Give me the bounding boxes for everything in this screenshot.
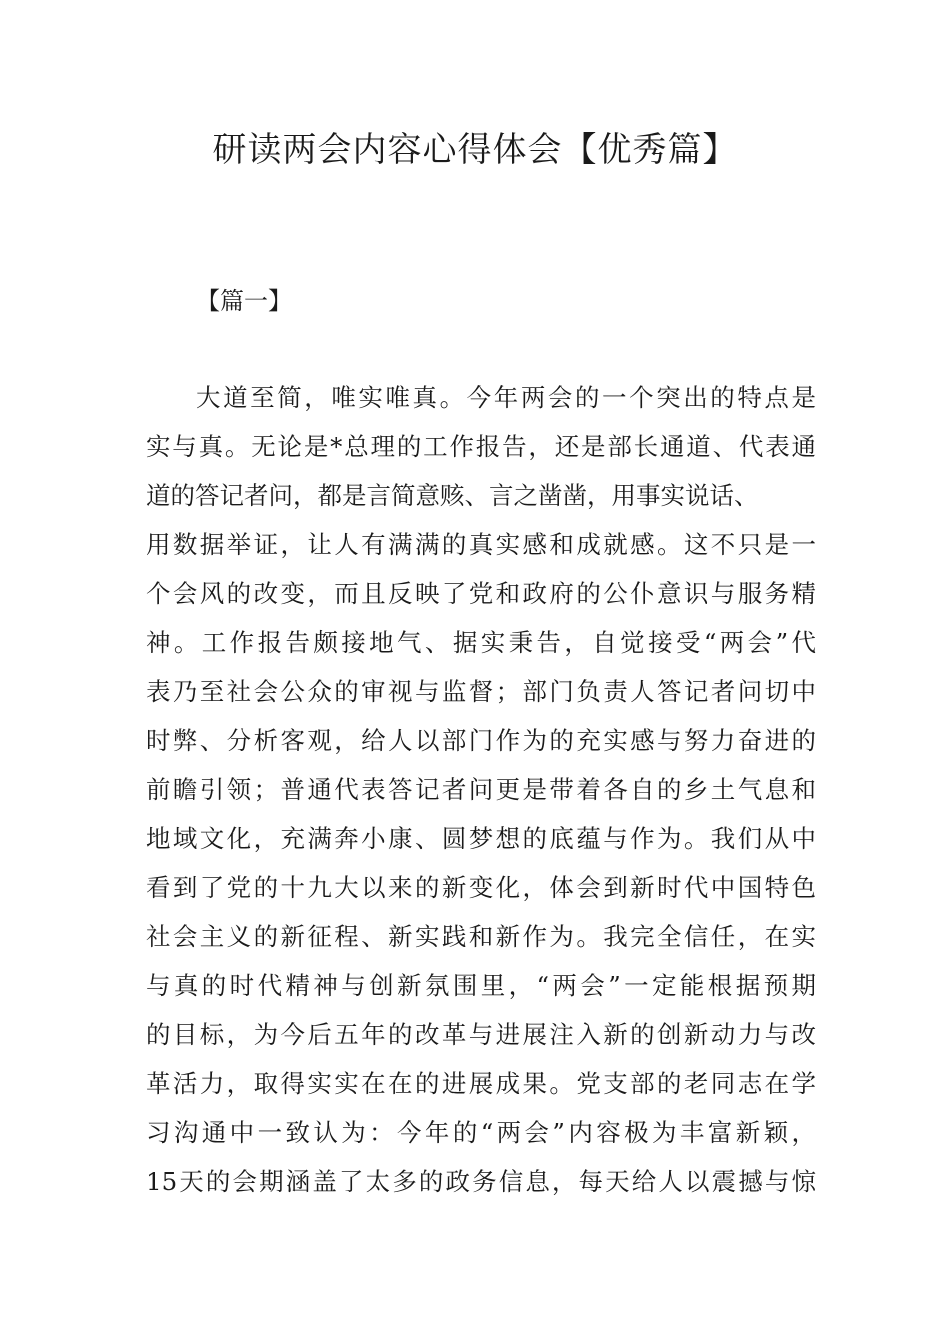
body-line: 革活力，取得实实在在的进展成果。党支部的老同志在学	[146, 1069, 816, 1098]
section-label: 【篇一】	[196, 287, 292, 315]
body-line: 15天的会期涵盖了太多的政务信息，每天给人以震撼与惊	[146, 1167, 816, 1196]
body-line: 大道至简，唯实唯真。今年两会的一个突出的特点是	[196, 383, 816, 412]
body-line: 道的答记者问，都是言简意赅、言之凿凿，用事实说话、	[146, 481, 759, 510]
body-line: 前瞻引领；普通代表答记者问更是带着各自的乡土气息和	[146, 775, 816, 804]
body-line: 时弊、分析客观，给人以部门作为的充实感与努力奋进的	[146, 726, 816, 755]
body-line: 用数据举证，让人有满满的真实感和成就感。这不只是一	[146, 530, 816, 559]
body-line: 表乃至社会公众的审视与监督；部门负责人答记者问切中	[146, 677, 816, 706]
body-paragraph	[146, 378, 816, 1211]
body-line: 习沟通中一致认为：今年的“两会”内容极为丰富新颖，	[146, 1118, 816, 1147]
body-line: 看到了党的十九大以来的新变化，体会到新时代中国特色	[146, 873, 816, 902]
body-line: 实与真。无论是*总理的工作报告，还是部长通道、代表通	[146, 432, 816, 461]
document-title: 研读两会内容心得体会【优秀篇】	[212, 130, 738, 170]
body-line: 神。工作报告颇接地气、据实秉告，自觉接受“两会”代	[146, 628, 816, 657]
body-line: 社会主义的新征程、新实践和新作为。我完全信任，在实	[146, 922, 816, 951]
body-line: 个会风的改变，而且反映了党和政府的公仆意识与服务精	[146, 579, 816, 608]
body-line: 地域文化，充满奔小康、圆梦想的底蕴与作为。我们从中	[146, 824, 816, 853]
body-line: 与真的时代精神与创新氛围里，“两会”一定能根据预期	[146, 971, 816, 1000]
body-line: 的目标，为今后五年的改革与进展注入新的创新动力与改	[146, 1020, 816, 1049]
